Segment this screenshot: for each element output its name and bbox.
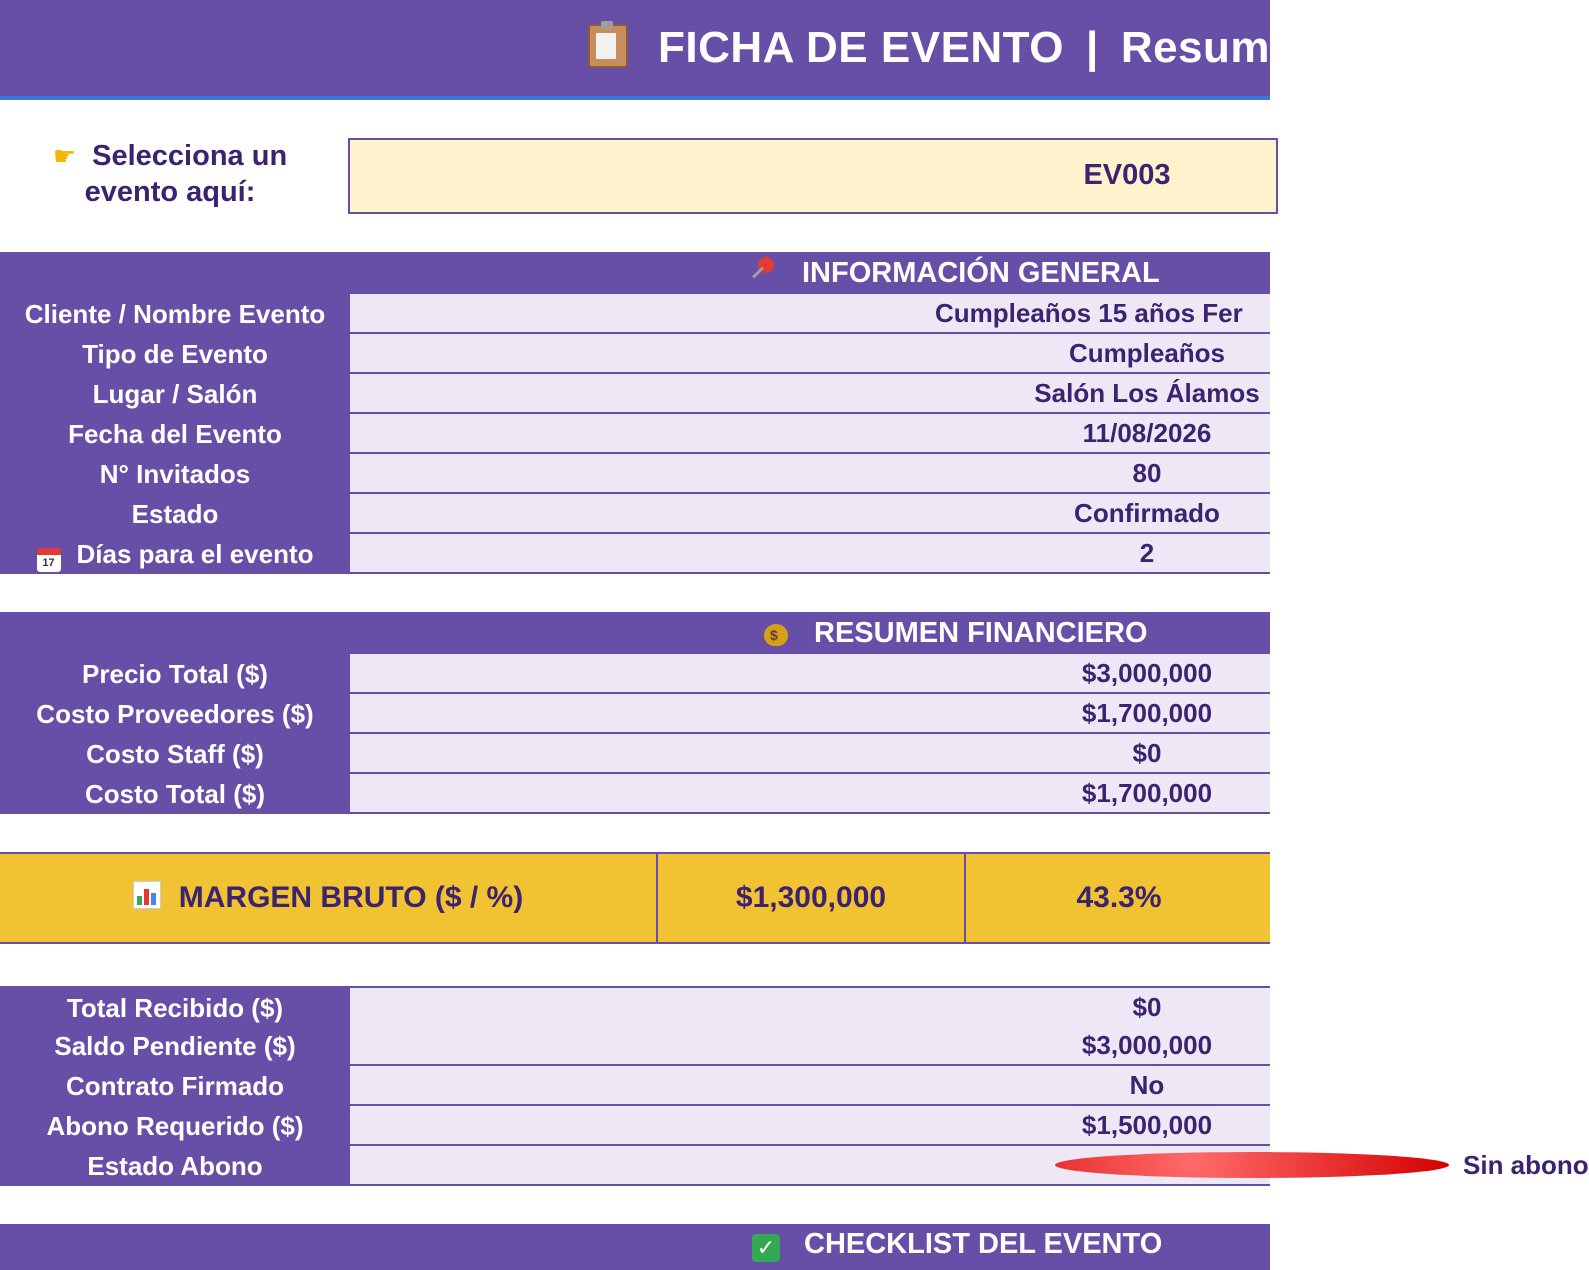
section-header-info-general [0, 252, 1270, 294]
red-circle-icon [1055, 1152, 1449, 1178]
margin-amount[interactable]: $1,300,000 [735, 881, 887, 914]
pay-value: $1,500,000 [1081, 1110, 1213, 1140]
info-value-cell[interactable] [350, 494, 1270, 534]
page-title [588, 20, 1270, 76]
info-value: Salón Los Álamos [1034, 378, 1260, 408]
pay-value-cell[interactable] [350, 1106, 1270, 1146]
clipboard-icon [588, 24, 628, 68]
title-subtitle: Resum [1120, 23, 1271, 72]
margin-percent[interactable]: 43.3% [1076, 881, 1162, 914]
pay-value-status [1055, 1146, 1589, 1184]
info-value-cell[interactable] [350, 414, 1270, 454]
pay-value: No [1129, 1070, 1165, 1100]
info-value-cell[interactable] [350, 334, 1270, 374]
fin-value-cell[interactable] [350, 774, 1270, 814]
info-label-text: Días para el evento [76, 539, 314, 569]
pay-value: Sin abono [1463, 1150, 1589, 1180]
info-row-lugar [0, 374, 1270, 414]
pointing-hand-icon: ☛ [52, 141, 77, 171]
info-label: Cliente / Nombre Evento [0, 294, 350, 334]
margin-label-text: MARGEN BRUTO ($ / %) [178, 881, 524, 914]
fin-value-cell[interactable] [350, 694, 1270, 734]
selector-label-line1: Selecciona un [92, 140, 288, 172]
title-main: FICHA DE EVENTO [658, 23, 1064, 72]
pay-row-recibido [0, 986, 1270, 1026]
margin-label [0, 852, 656, 944]
title-divider [0, 96, 1270, 100]
info-value-cell[interactable] [350, 534, 1270, 574]
fin-value: $1,700,000 [1081, 698, 1213, 728]
info-value: 80 [1132, 458, 1162, 488]
title-separator: | [1086, 23, 1099, 72]
selector-label-line2: evento aquí: [84, 176, 256, 208]
section-title-checklist: CHECKLIST DEL EVENTO [804, 1228, 1163, 1260]
pay-row-contrato [0, 1066, 1270, 1106]
pay-value-cell[interactable] [350, 988, 1270, 1028]
calendar-icon: 17 [37, 548, 61, 572]
fin-row-precio [0, 654, 1270, 694]
fin-value-cell[interactable] [350, 734, 1270, 774]
fin-row-proveedores [0, 694, 1270, 734]
info-row-fecha [0, 414, 1270, 454]
section-title-resumen-financiero: RESUMEN FINANCIERO [814, 617, 1148, 649]
pay-label: Saldo Pendiente ($) [0, 1026, 350, 1066]
info-label: Tipo de Evento [0, 334, 350, 374]
info-value: 2 [1139, 538, 1155, 568]
money-bag-icon [764, 618, 788, 646]
pay-label: Abono Requerido ($) [0, 1106, 350, 1146]
info-row-estado [0, 494, 1270, 534]
info-value: Cumpleaños 15 años Fer [935, 298, 1243, 328]
fin-value: $0 [1132, 738, 1162, 768]
pay-value: $3,000,000 [1081, 1030, 1213, 1060]
fin-label: Costo Staff ($) [0, 734, 350, 774]
section-title-info-general: INFORMACIÓN GENERAL [802, 257, 1160, 289]
fin-row-total [0, 774, 1270, 814]
pay-value: $0 [1132, 992, 1162, 1022]
event-selector-label [0, 138, 340, 210]
pushpin-icon [748, 257, 776, 285]
section-header-checklist [0, 1224, 1270, 1270]
info-label: Lugar / Salón [0, 374, 350, 414]
bar-chart-icon [133, 881, 161, 909]
fin-value-cell[interactable] [350, 654, 1270, 694]
event-selector-value[interactable]: EV003 [1083, 159, 1171, 191]
info-label: Estado [0, 494, 350, 534]
fin-label: Precio Total ($) [0, 654, 350, 694]
pay-value-cell[interactable] [350, 1146, 1589, 1186]
info-value: Confirmado [1074, 498, 1220, 528]
section-header-resumen-financiero [0, 612, 1270, 654]
pay-label: Total Recibido ($) [0, 988, 350, 1028]
info-row-dias [0, 534, 1270, 574]
fin-label: Costo Total ($) [0, 774, 350, 814]
pay-row-abono-requerido [0, 1106, 1270, 1146]
info-value: Cumpleaños [1068, 338, 1226, 368]
info-row-cliente [0, 294, 1270, 334]
info-label: N° Invitados [0, 454, 350, 494]
info-value-cell[interactable] [350, 374, 1270, 414]
pay-label: Contrato Firmado [0, 1066, 350, 1106]
info-value-cell[interactable] [350, 294, 1270, 334]
info-value-cell[interactable] [350, 454, 1270, 494]
fin-label: Costo Proveedores ($) [0, 694, 350, 734]
check-mark-icon: ✓ [752, 1234, 780, 1262]
info-label-days [0, 534, 350, 574]
info-row-tipo [0, 334, 1270, 374]
info-label: Fecha del Evento [0, 414, 350, 454]
pay-value-cell[interactable] [350, 1066, 1270, 1106]
pay-value-cell[interactable] [350, 1026, 1270, 1066]
fin-value: $3,000,000 [1081, 658, 1213, 688]
pay-label: Estado Abono [0, 1146, 350, 1186]
info-value: 11/08/2026 [1082, 418, 1212, 448]
fin-row-staff [0, 734, 1270, 774]
pay-row-estado-abono [0, 1146, 1589, 1186]
info-row-invitados [0, 454, 1270, 494]
fin-value: $1,700,000 [1081, 778, 1213, 808]
pay-row-saldo [0, 1026, 1270, 1066]
